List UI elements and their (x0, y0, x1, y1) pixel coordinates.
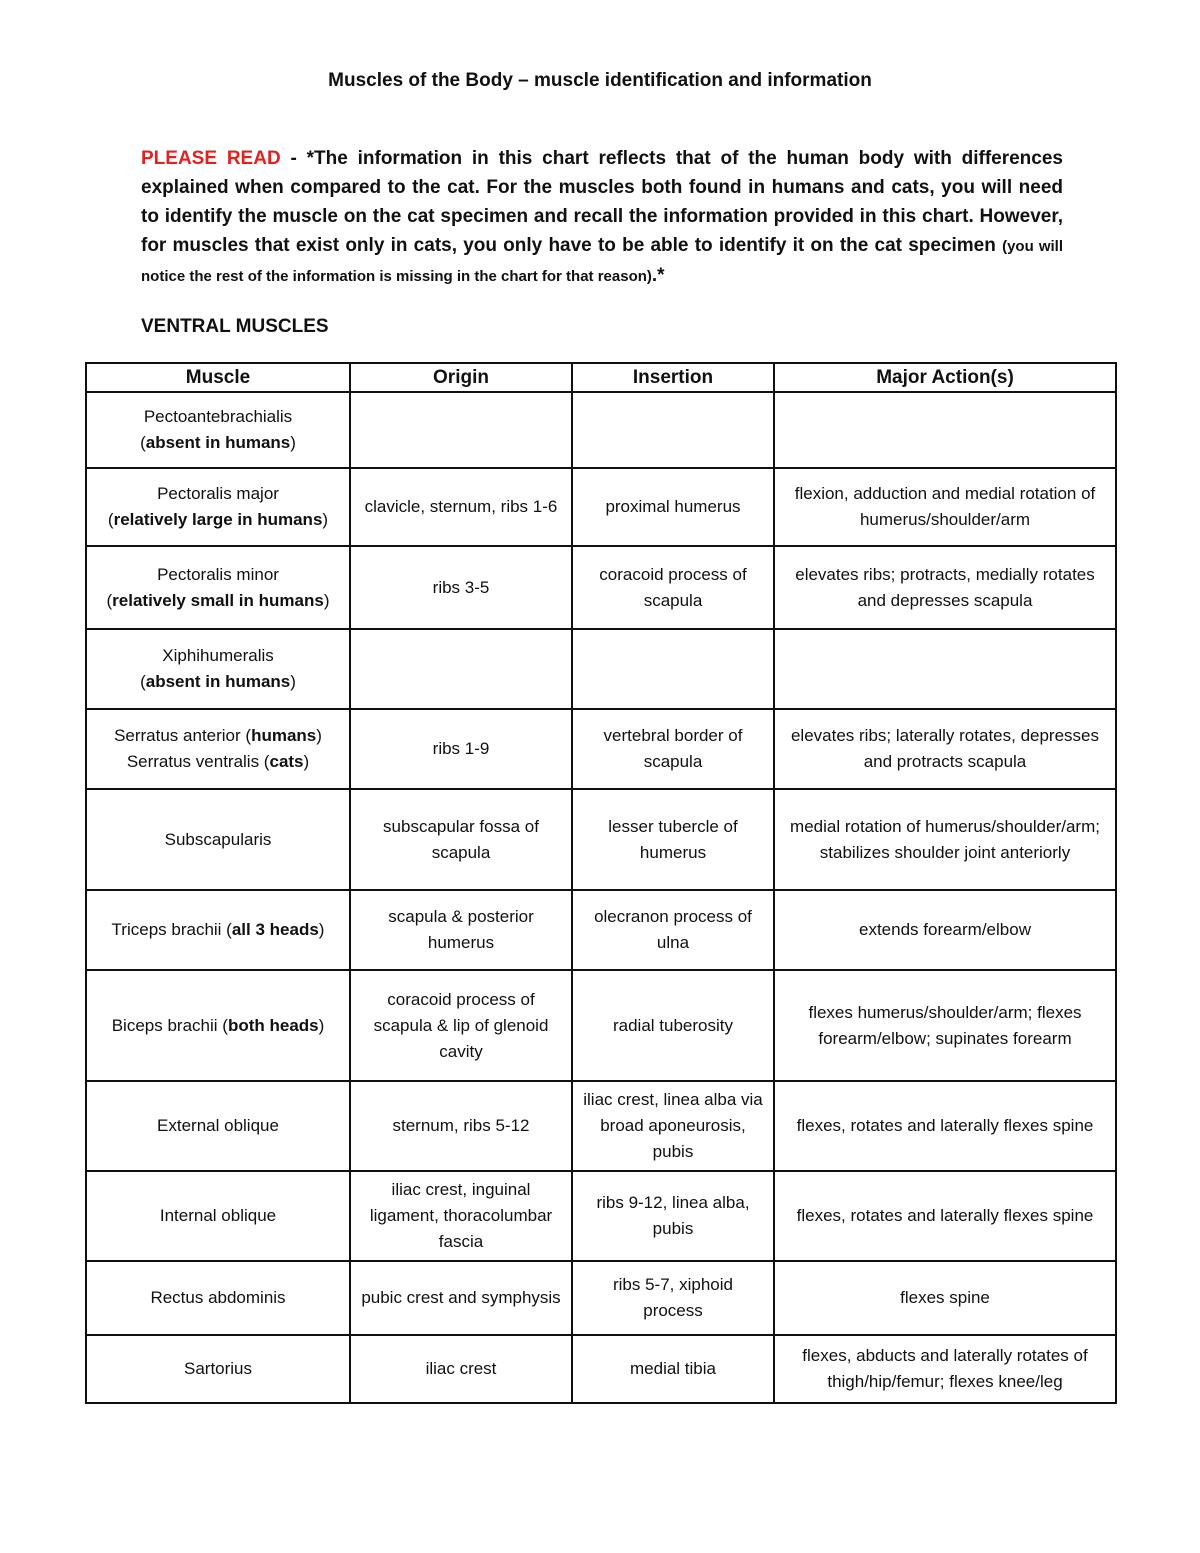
action-cell: flexion, adduction and medial rotation of humerus/shoulder/arm (774, 468, 1116, 546)
action-cell (774, 392, 1116, 468)
intro-paragraph (141, 144, 1063, 291)
origin-cell (350, 629, 572, 709)
table-row (86, 970, 1116, 1081)
muscle-cell: External oblique (86, 1081, 350, 1171)
insertion-cell: olecranon process of ulna (572, 890, 774, 970)
insertion-cell: lesser tubercle of humerus (572, 789, 774, 890)
table-row (86, 1171, 1116, 1261)
muscle-name: Pectoralis major (157, 484, 279, 503)
origin-cell: pubic crest and symphysis (350, 1261, 572, 1335)
insertion-cell: ribs 9-12, linea alba, pubis (572, 1171, 774, 1261)
action-cell: flexes, rotates and laterally flexes spine (774, 1081, 1116, 1171)
muscle-cell (86, 392, 350, 468)
action-cell: flexes, abducts and laterally rotates of thigh/hip/femur; flexes knee/leg (774, 1335, 1116, 1403)
muscle-note: (absent in humans) (140, 433, 296, 452)
action-cell: elevates ribs; protracts, medially rotates and depresses scapula (774, 546, 1116, 629)
header-insertion: Insertion (572, 363, 774, 392)
origin-cell: iliac crest (350, 1335, 572, 1403)
table-header-row (86, 363, 1116, 392)
action-cell: flexes, rotates and laterally flexes spine (774, 1171, 1116, 1261)
table-row (86, 1081, 1116, 1171)
origin-cell: ribs 3-5 (350, 546, 572, 629)
origin-cell: sternum, ribs 5-12 (350, 1081, 572, 1171)
muscle-cell: Triceps brachii (all 3 heads) (86, 890, 350, 970)
document-title: Muscles of the Body – muscle identification and information (328, 70, 872, 91)
muscle-cell: Internal oblique (86, 1171, 350, 1261)
action-cell: extends forearm/elbow (774, 890, 1116, 970)
muscle-note: (absent in humans) (140, 672, 296, 691)
insertion-cell: coracoid process of scapula (572, 546, 774, 629)
muscle-name-humans: Serratus anterior (humans) (114, 726, 322, 745)
insertion-cell: iliac crest, linea alba via broad aponeurosis, pubis (572, 1081, 774, 1171)
insertion-cell: ribs 5-7, xiphoid process (572, 1261, 774, 1335)
origin-cell: subscapular fossa of scapula (350, 789, 572, 890)
insertion-cell (572, 629, 774, 709)
table-row (86, 890, 1116, 970)
table-row (86, 392, 1116, 468)
origin-cell (350, 392, 572, 468)
insertion-cell: radial tuberosity (572, 970, 774, 1081)
action-cell: flexes humerus/shoulder/arm; flexes forearm/elbow; supinates forearm (774, 970, 1116, 1081)
origin-cell: scapula & posterior humerus (350, 890, 572, 970)
muscle-cell (86, 629, 350, 709)
action-cell: medial rotation of humerus/shoulder/arm; stabilizes shoulder joint anteriorly (774, 789, 1116, 890)
intro-body: *The information in this chart reflects that of the human body with differences explained when compared to the cat. For the muscles both found in humans and cats, you will need to identify the muscle on the cat specimen and recall the information provided in this chart. However, for muscles that exist only in cats, you only have to be able to identify it on the cat specimen (141, 148, 1063, 256)
intro-dash: - (280, 148, 307, 169)
muscle-cell (86, 709, 350, 789)
table-row (86, 546, 1116, 629)
muscle-name: Pectoantebrachialis (143, 407, 293, 426)
muscle-name: Xiphihumeralis (162, 646, 274, 665)
muscle-name-cats: Serratus ventralis (cats) (126, 752, 310, 771)
origin-cell: clavicle, sternum, ribs 1-6 (350, 468, 572, 546)
origin-cell: coracoid process of scapula & lip of glenoid cavity (350, 970, 572, 1081)
please-read-label: PLEASE READ (141, 148, 281, 169)
insertion-cell: vertebral border of scapula (572, 709, 774, 789)
muscle-note: (relatively large in humans) (107, 510, 329, 529)
origin-cell: iliac crest, inguinal ligament, thoracolumbar fascia (350, 1171, 572, 1261)
muscle-cell (86, 546, 350, 629)
intro-small-note: (you will notice the rest of the information is missing in the chart for that reason) (141, 238, 1064, 285)
muscle-cell: Rectus abdominis (86, 1261, 350, 1335)
insertion-cell: proximal humerus (572, 468, 774, 546)
muscle-cell: Biceps brachii (both heads) (86, 970, 350, 1081)
action-cell (774, 629, 1116, 709)
header-action: Major Action(s) (774, 363, 1116, 392)
muscle-cell (86, 468, 350, 546)
table-row (86, 709, 1116, 789)
intro-end: .* (651, 265, 665, 286)
muscle-cell: Subscapularis (86, 789, 350, 890)
section-title: VENTRAL MUSCLES (141, 316, 329, 337)
muscle-note: (relatively small in humans) (106, 590, 330, 610)
insertion-cell (572, 392, 774, 468)
table-row (86, 1261, 1116, 1335)
muscle-table (85, 362, 1117, 1404)
table-row (86, 1335, 1116, 1403)
table-row (86, 789, 1116, 890)
header-muscle: Muscle (86, 363, 350, 392)
muscle-cell: Sartorius (86, 1335, 350, 1403)
muscle-name: Pectoralis minor (157, 564, 279, 584)
insertion-cell: medial tibia (572, 1335, 774, 1403)
header-origin: Origin (350, 363, 572, 392)
action-cell: flexes spine (774, 1261, 1116, 1335)
table-row (86, 629, 1116, 709)
table-row (86, 468, 1116, 546)
origin-cell: ribs 1-9 (350, 709, 572, 789)
action-cell: elevates ribs; laterally rotates, depresses and protracts scapula (774, 709, 1116, 789)
